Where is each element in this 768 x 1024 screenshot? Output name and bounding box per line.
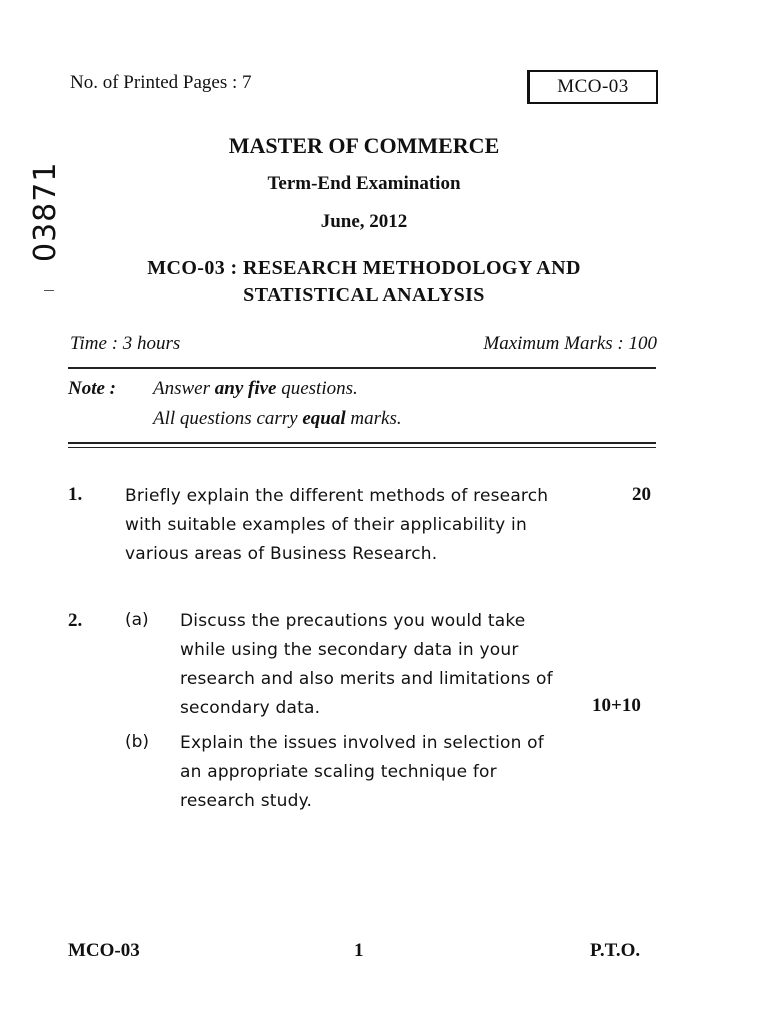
- question-line: secondary data.: [180, 698, 321, 718]
- question-line: while using the secondary data in your: [180, 640, 519, 660]
- question-line: research study.: [180, 791, 313, 811]
- note-line-1: [153, 378, 358, 400]
- sub-question-label: (b): [125, 732, 150, 752]
- question-marks: 10+10: [592, 695, 641, 716]
- question-text: [125, 482, 605, 569]
- note-emphasis: equal: [302, 408, 346, 429]
- note-label: Note :: [68, 378, 117, 399]
- subject-title: [0, 255, 728, 309]
- footer-code: MCO-03: [68, 940, 140, 961]
- divider: [68, 367, 656, 369]
- question-marks: 20: [632, 484, 651, 505]
- note-emphasis: any five: [214, 378, 277, 399]
- question-number: 1.: [68, 484, 83, 505]
- degree-title: MASTER OF COMMERCE: [228, 133, 500, 158]
- question-line: an appropriate scaling technique for: [180, 762, 497, 782]
- printed-pages: No. of Printed Pages : 7: [70, 72, 252, 93]
- question-line: Discuss the precautions you would take: [180, 611, 526, 631]
- question-line: with suitable examples of their applicability in: [125, 515, 527, 535]
- time-allowed: Time : 3 hours: [70, 333, 181, 354]
- sub-question-label: (a): [125, 610, 149, 630]
- question-text: [180, 607, 610, 723]
- maximum-marks: Maximum Marks : 100: [483, 333, 657, 354]
- exam-title: Term-End Examination: [267, 173, 461, 194]
- serial-number: 03871: [28, 161, 63, 262]
- note-text: marks.: [345, 408, 402, 429]
- subject-title-line-2: STATISTICAL ANALYSIS: [243, 284, 485, 306]
- question-line: various areas of Business Research.: [125, 544, 438, 564]
- note-text: questions.: [276, 378, 358, 399]
- note-text: Answer: [153, 378, 215, 399]
- double-divider-top: [68, 442, 656, 444]
- please-turn-over: P.T.O.: [590, 940, 641, 961]
- question-line: Briefly explain the different methods of research: [125, 486, 549, 506]
- question-number: 2.: [68, 610, 83, 631]
- note-text: All questions carry: [153, 408, 303, 429]
- page-number: 1: [354, 940, 364, 961]
- subject-title-line-1: MCO-03 : RESEARCH METHODOLOGY AND: [147, 257, 581, 279]
- exam-date: June, 2012: [320, 211, 408, 232]
- question-text: [180, 729, 610, 816]
- question-line: Explain the issues involved in selection of: [180, 733, 544, 753]
- note-line-2: [153, 408, 402, 430]
- paper-code-box: MCO-03: [527, 70, 658, 104]
- question-line: research and also merits and limitations of: [180, 669, 553, 689]
- double-divider-bottom: [68, 447, 656, 448]
